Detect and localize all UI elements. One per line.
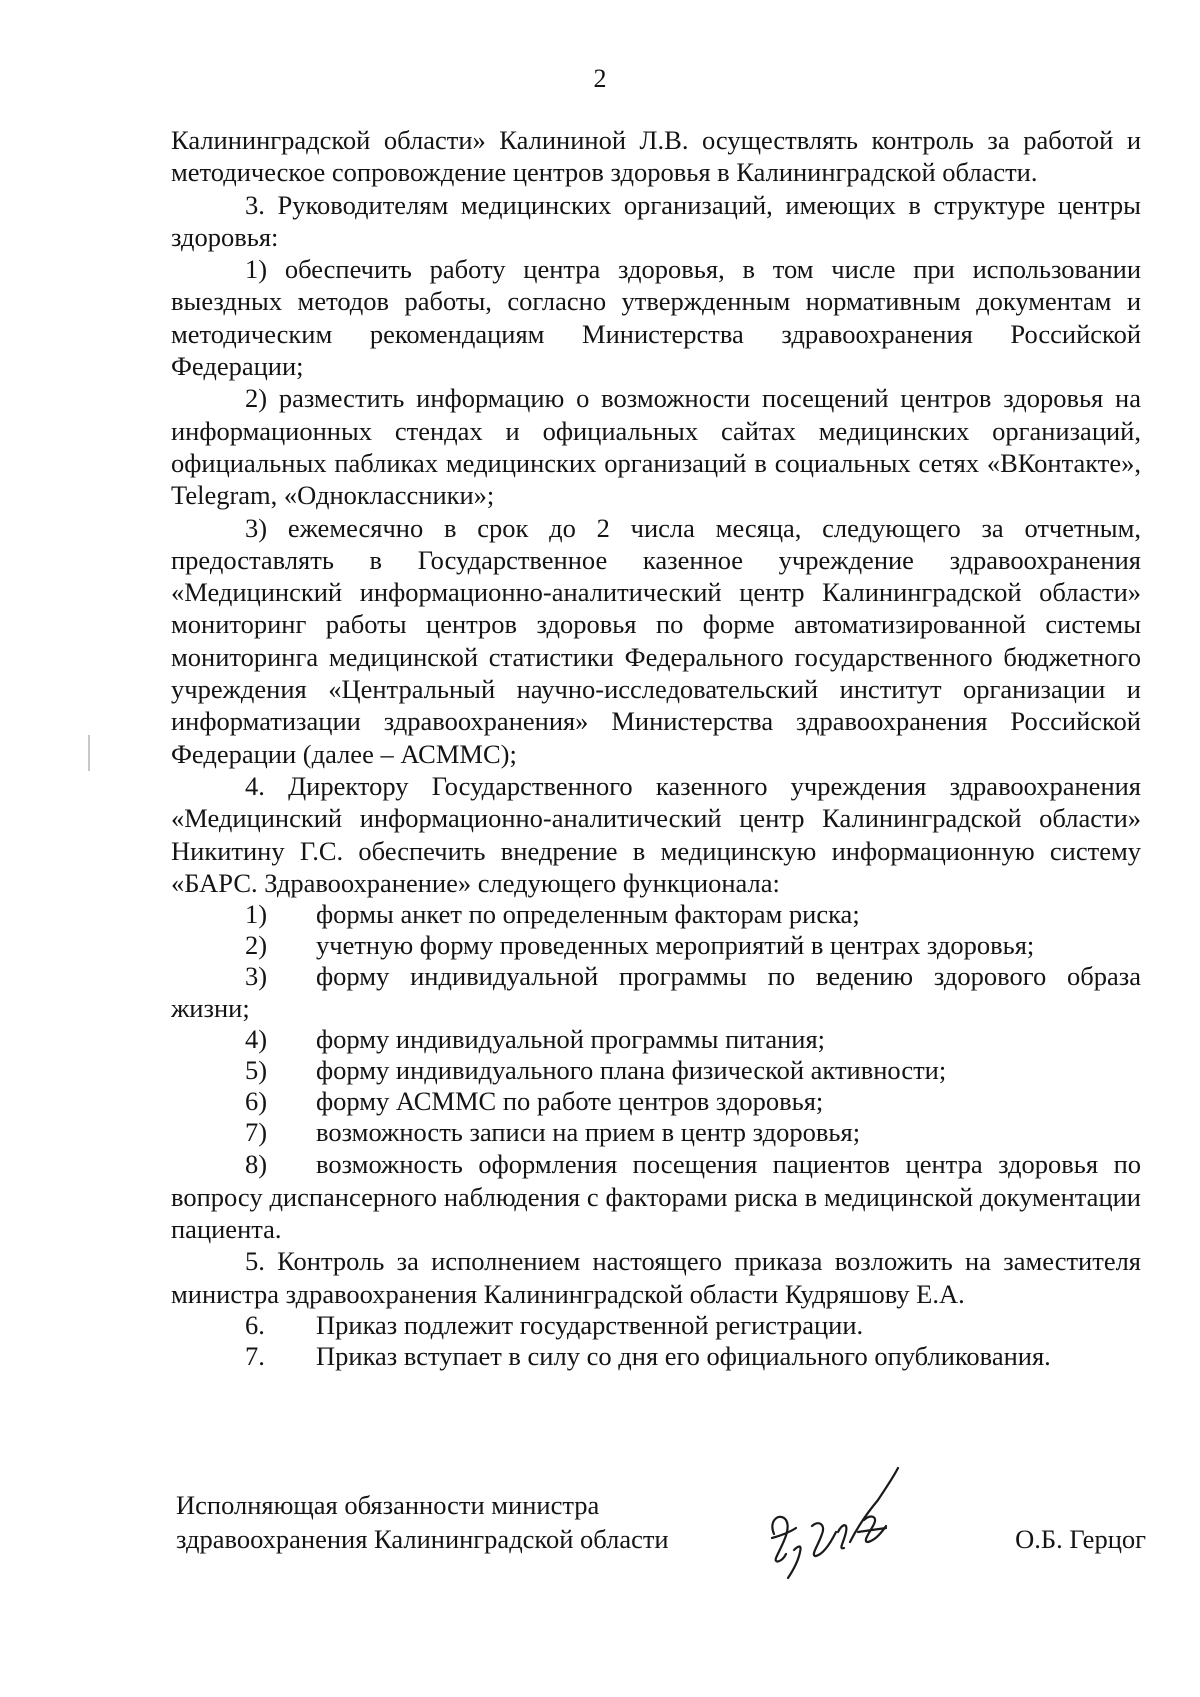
function-list [171, 899, 1141, 1245]
margin-mark [88, 735, 90, 771]
list-item: 2) учетную форму проведенных мероприятий в центрах здоровья; [245, 930, 1035, 961]
paragraph-sub-1: 1) обеспечить работу центра здоровья, в том числе при использовании выездных методов работы, согласно утвержденным нормативным документам и методическим рекомендациям Министерства здравоохранения Российской Федерации; [171, 254, 1141, 382]
list-item: 6) форму АСММС по работе центров здоровья; [245, 1086, 824, 1117]
list-item: 1) формы анкет по определенным факторам риска; [245, 899, 860, 930]
page-number: 2 [593, 64, 607, 93]
list-item: 3) форму индивидуальной программы по ведению здорового образа [245, 961, 1141, 992]
list-item: 8) возможность оформления посещения пациентов центра здоровья по вопросу диспансерного наблюдения с факторами риска в медицинской документации пациента. [171, 1149, 1141, 1245]
signatory-name: О.Б. Герцог [1015, 1524, 1146, 1554]
paragraph-item-7: 7. Приказ вступает в силу со дня его официального опубликования. [245, 1340, 1051, 1371]
paragraph-item-5: 5. Контроль за исполнением настоящего приказа возложить на заместителя министра здравоохранения Калининградской области Кудряшову Е.А. [171, 1246, 1141, 1309]
paragraph-sub-2: 2) разместить информацию о возможности посещений центров здоровья на информационных стендах и официальных сайтах медицинских организаций, официальных пабликах медицинских организаций в социальных сетях «ВКонтакте», Telegram, «Одноклассники»; [171, 383, 1141, 511]
paragraph-item-6: 6. Приказ подлежит государственной регистрации. [245, 1309, 864, 1340]
paragraph-sub-3: 3) ежемесячно в срок до 2 числа месяца, следующего за отчетным, предоставлять в Государственное казенное учреждение здравоохранения «Медицинский информационно-аналитический центр Калининградской области» мониторинг работы центров здоровья по форме автоматизированной системы мониторинга медицинской статистики Федерального государственного бюджетного учреждения «Центральный научно-исследовательский институт организации и информатизации здравоохранения» Министерства здравоохранения Российской Федерации (далее – АСММС); [171, 512, 1141, 769]
handwritten-signature [746, 1462, 926, 1582]
document-body [171, 124, 1141, 1372]
paragraph-item-3: 3. Руководителям медицинских организаций, имеющих в структуре центры здоровья: [171, 189, 1141, 252]
paragraph-continuation: Калининградской области» Калининой Л.В. осуществлять контроль за работой и методическое сопровождение центров здоровья в Калининградской области. [171, 125, 1141, 188]
list-item: 7) возможность записи на прием в центр здоровья; [245, 1117, 861, 1148]
list-item: 4) форму индивидуальной программы питания; [245, 1024, 826, 1055]
paragraph-item-4: 4. Директору Государственного казенного учреждения здравоохранения «Медицинский информационно-аналитический центр Калининградской области» Никитину Г.С. обеспечить внедрение в медицинскую информационную систему «БАРС. Здравоохранение» следующего функционала: [171, 770, 1141, 898]
list-item-continuation: жизни; [171, 993, 250, 1024]
signatory-title: Исполняющая обязанности министра здравоохранения Калининградской области [176, 1490, 669, 1554]
list-item: 5) форму индивидуального плана физической активности; [245, 1055, 947, 1086]
signature-block [176, 1488, 1146, 1598]
